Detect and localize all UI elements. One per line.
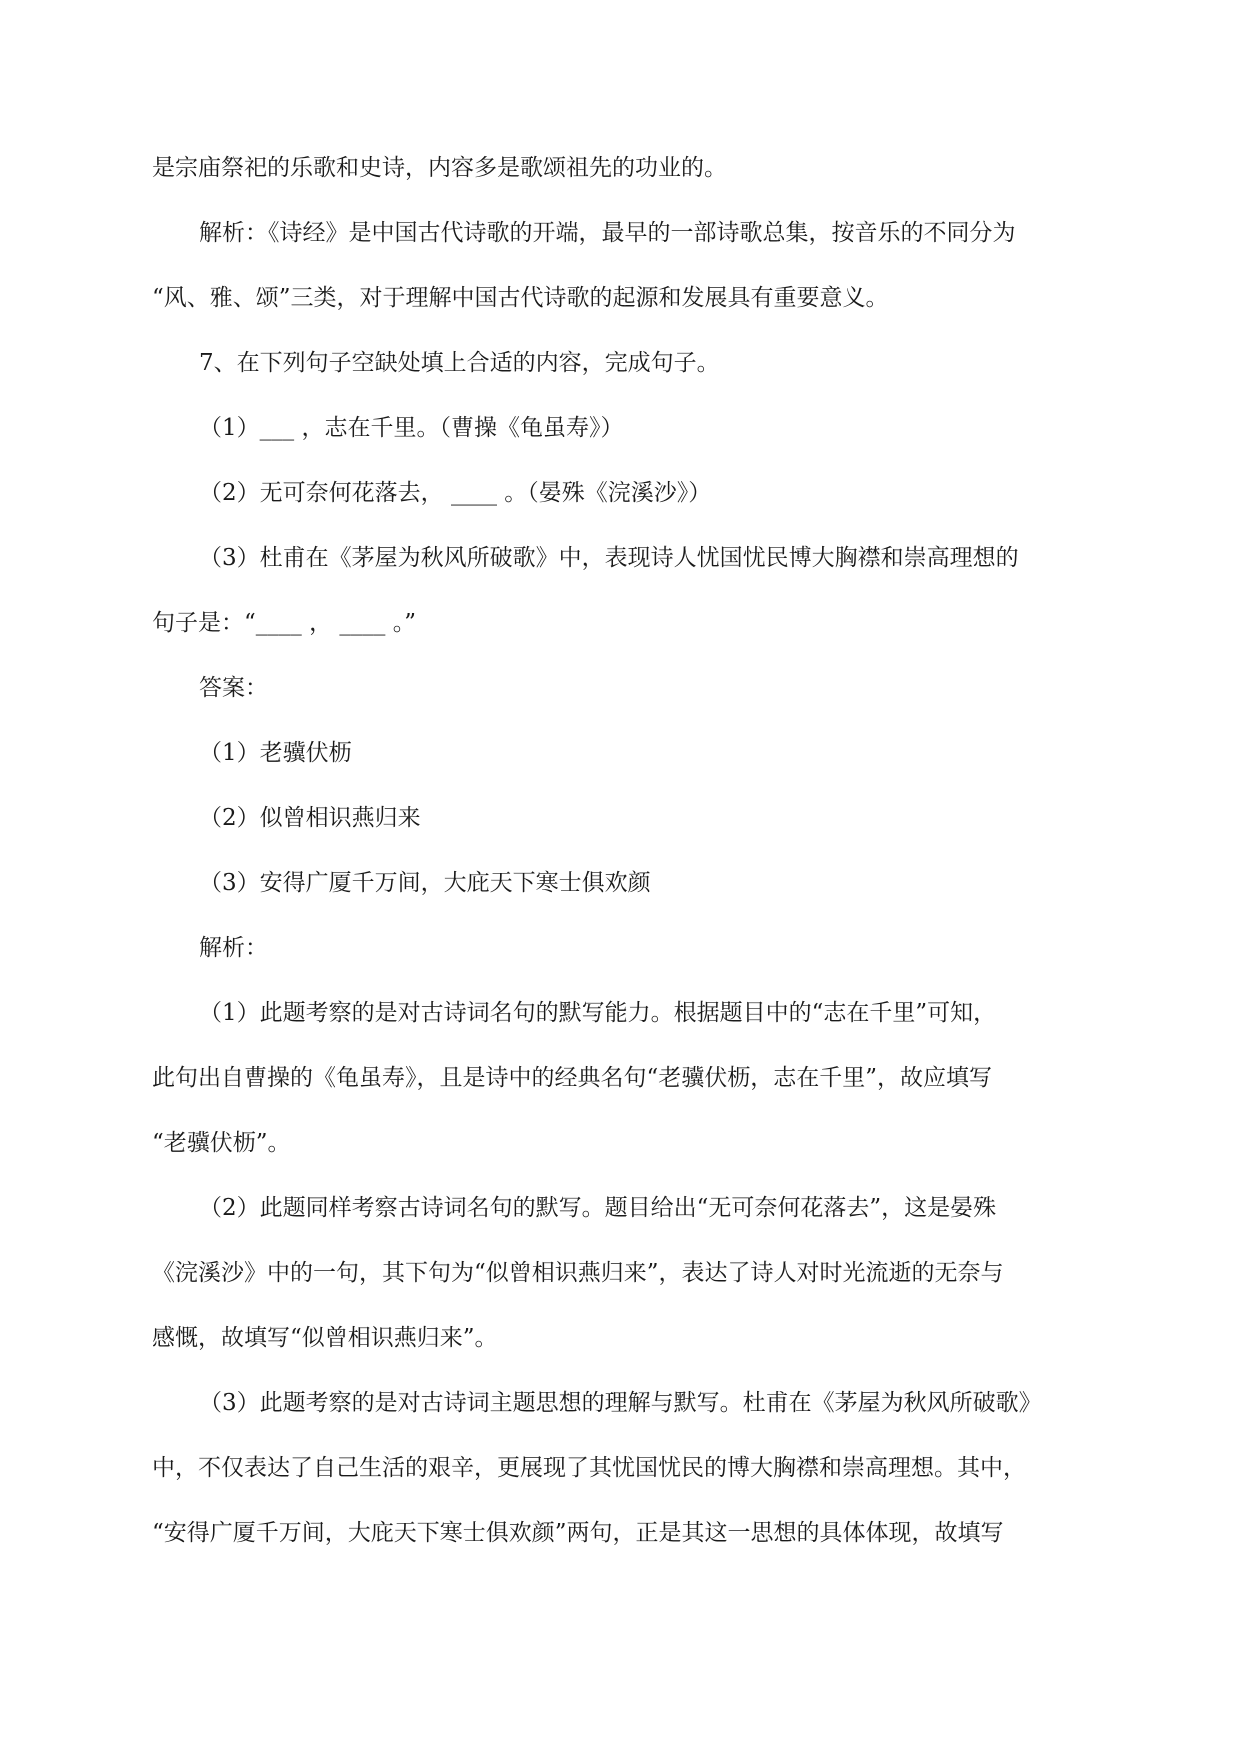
question-item: （1）___ ，志在千里。（曹操《龟虽寿》） [199,415,624,441]
analysis-text: 中，不仅表达了自己生活的艰辛，更展现了其忧国忧民的博大胸襟和崇高理想。其中， [152,1455,1026,1481]
question-item: （3）杜甫在《茅屋为秋风所破歌》中，表现诗人忧国忧民博大胸襟和崇高理想的 [199,545,1019,571]
answer-heading: 答案： [199,675,268,701]
analysis-text: 此句出自曹操的《龟虽寿》，且是诗中的经典名句“老骥伏枥，志在千里”，故应填写 [152,1065,993,1091]
analysis-text: 《浣溪沙》中的一句，其下句为“似曾相识燕归来”，表达了诗人对时光流逝的无奈与 [152,1260,1004,1286]
analysis-text: 感慨，故填写“似曾相识燕归来”。 [152,1325,498,1351]
text-line: “风、雅、颂”三类，对于理解中国古代诗歌的起源和发展具有重要意义。 [152,285,889,311]
document-page [152,136,1092,1566]
analysis-text: （2）此题同样考察古诗词名句的默写。题目给出“无可奈何花落去”，这是晏殊 [199,1195,997,1221]
answer-item: （3）安得广厦千万间，大庇天下寒士俱欢颜 [199,870,651,896]
text-line: 解析：《诗经》是中国古代诗歌的开端，最早的一部诗歌总集，按音乐的不同分为 [199,220,1016,246]
question-item: 句子是：“____ ， ____ 。” [152,610,416,636]
question-heading: 7、在下列句子空缺处填上合适的内容，完成句子。 [199,350,720,376]
answer-item: （2）似曾相识燕归来 [199,805,421,831]
analysis-text: “安得广厦千万间，大庇天下寒士俱欢颜”两句，正是其这一思想的具体体现，故填写 [152,1520,1004,1546]
answer-item: （1）老骥伏枥 [199,740,352,766]
question-item: （2）无可奈何花落去， ____ 。（晏殊《浣溪沙》） [199,480,712,506]
analysis-text: “老骥伏枥”。 [152,1130,291,1156]
analysis-text: （3）此题考察的是对古诗词主题思想的理解与默写。杜甫在《茅屋为秋风所破歌》 [199,1390,1042,1416]
text-line: 是宗庙祭祀的乐歌和史诗，内容多是歌颂祖先的功业的。 [152,155,727,181]
analysis-text: （1）此题考察的是对古诗词名句的默写能力。根据题目中的“志在千里”可知， [199,1000,997,1026]
analysis-heading: 解析： [199,935,268,961]
